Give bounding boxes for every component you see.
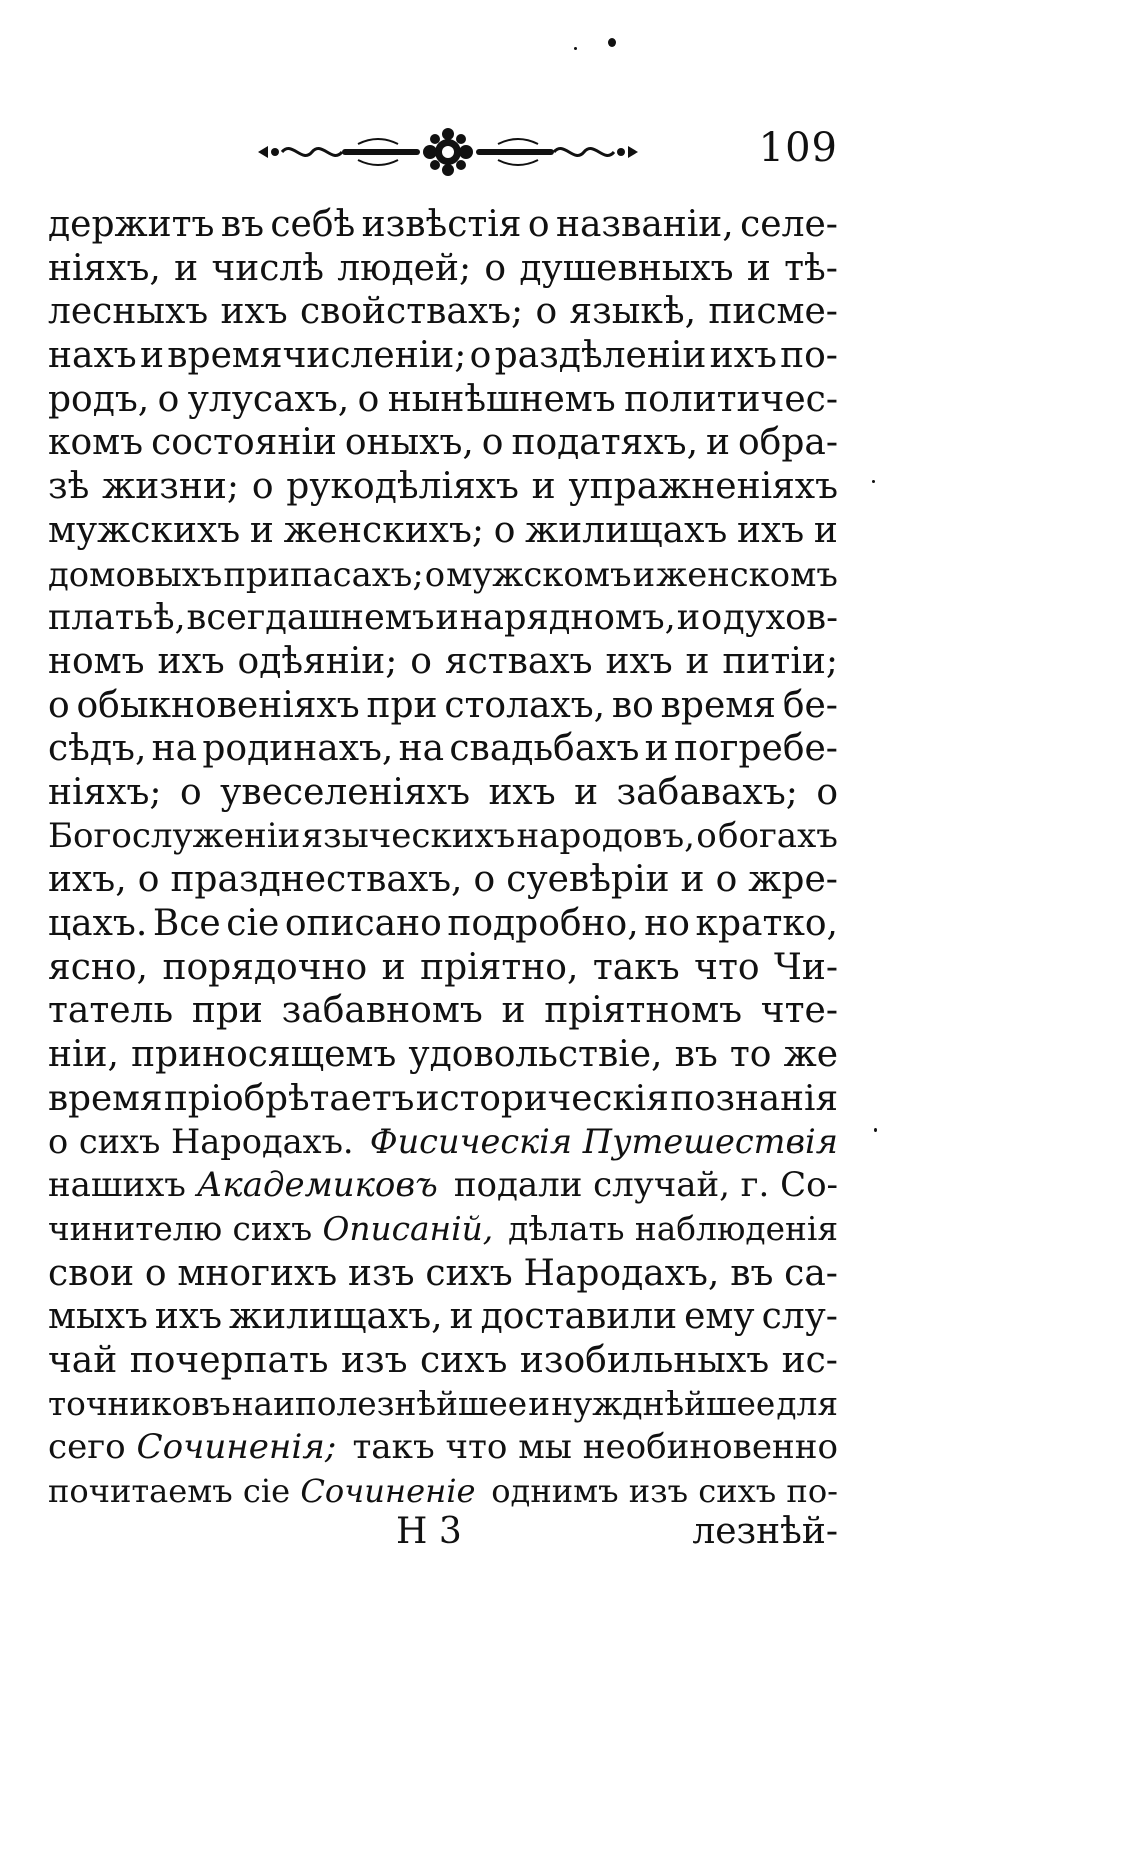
text-line: [48, 727, 838, 771]
word: извѣстія: [361, 204, 522, 245]
word: подробно,: [447, 903, 639, 944]
word: же: [783, 1034, 838, 1076]
word: одѣяніи;: [237, 640, 398, 682]
text-line: [48, 509, 838, 553]
word: цахъ.: [48, 903, 148, 944]
word: родинахъ,: [202, 728, 394, 770]
word: въ: [220, 204, 264, 245]
text-line: [48, 553, 838, 597]
word: числѣ: [211, 247, 324, 289]
word: изобильныхъ: [519, 1339, 770, 1381]
word: номъ: [48, 640, 145, 682]
word: въ: [730, 1252, 774, 1294]
word: забавахъ;: [616, 771, 798, 813]
word: улусахъ,: [187, 378, 350, 420]
word: татель: [48, 990, 174, 1032]
word: но: [644, 903, 690, 944]
word: празднествахъ,: [170, 859, 463, 901]
word: историческія: [415, 1077, 669, 1119]
word: о: [180, 771, 202, 813]
word: и: [528, 1384, 551, 1423]
word: что: [694, 946, 760, 988]
word: забавномъ: [281, 990, 483, 1032]
word: при: [366, 684, 438, 726]
word: приносящемъ: [131, 1034, 397, 1076]
word: душевныхъ: [519, 247, 734, 289]
word: для: [776, 1384, 838, 1423]
word: людей;: [337, 247, 472, 289]
word: жилищахъ: [525, 509, 728, 551]
word: точниковъ: [48, 1384, 231, 1423]
text-line: [48, 421, 838, 465]
word: всегдашнемъ: [186, 597, 435, 639]
word: оныхъ,: [344, 422, 474, 464]
word: родъ,: [48, 378, 150, 420]
text-line: [48, 989, 838, 1033]
word: о: [251, 466, 274, 508]
word: ихъ: [709, 335, 777, 377]
text-line: [48, 1383, 838, 1427]
word: жизни;: [102, 466, 240, 508]
word: языческихъ: [301, 815, 516, 856]
word: нужднѣйшее: [551, 1384, 776, 1423]
word: о: [816, 771, 838, 813]
word: тѣ-: [784, 247, 838, 289]
italic-title: Описаній,: [322, 1209, 494, 1248]
word: свойствахъ;: [299, 291, 524, 333]
text-line: [48, 946, 838, 990]
word: и: [746, 247, 771, 289]
word: сихъ: [420, 1339, 508, 1381]
text-line: [48, 640, 838, 684]
word: о: [700, 597, 723, 639]
word: ніяхъ,: [48, 247, 161, 289]
word: и: [813, 509, 838, 551]
word: ихъ: [220, 291, 288, 333]
word: и: [381, 946, 406, 988]
word: на: [398, 728, 445, 770]
word: яствахъ: [444, 640, 593, 682]
word: ясно,: [48, 946, 148, 988]
ink-speck: [608, 38, 616, 47]
word: ис-: [781, 1339, 838, 1381]
word: комъ: [48, 422, 144, 464]
word: политичес-: [624, 378, 838, 420]
word: кратко,: [695, 903, 838, 944]
text-run: подали случай, г. Со-: [443, 1165, 838, 1206]
word: нарядномъ,: [459, 597, 676, 639]
italic-title: Фисическія Путешествія: [369, 1122, 838, 1162]
word: пріятно,: [420, 946, 579, 988]
text-line: [48, 771, 838, 815]
word: названіи,: [555, 204, 734, 245]
word: о: [48, 684, 70, 726]
word: Все: [152, 903, 221, 944]
word: языкѣ,: [569, 291, 697, 333]
word: о: [473, 859, 496, 901]
word: зѣ: [48, 466, 90, 508]
text-line: [48, 1120, 838, 1164]
text-run: почитаемъ сіе: [48, 1471, 301, 1510]
word: мужскомъ: [446, 554, 632, 594]
word: о: [481, 422, 504, 464]
word: пріятномъ: [544, 990, 743, 1032]
text-line: [48, 1252, 838, 1296]
text-line: [48, 1339, 838, 1383]
word: то: [729, 1034, 772, 1076]
word: Народахъ,: [523, 1252, 720, 1294]
word: многихъ: [177, 1252, 338, 1294]
text-line: [48, 1208, 838, 1252]
word: чай: [48, 1339, 118, 1381]
word: ихъ: [737, 509, 805, 551]
word: о: [715, 859, 738, 901]
text-line: [48, 684, 838, 728]
word: нынѣшнемъ: [387, 378, 616, 420]
text-line: [48, 247, 838, 291]
word: богахъ: [717, 815, 838, 856]
word: женскихъ;: [283, 509, 485, 551]
word: о: [144, 1252, 167, 1294]
word: ихъ: [154, 1296, 223, 1338]
word: о: [527, 204, 550, 245]
word: изъ: [347, 1252, 415, 1294]
word: платьѣ,: [48, 597, 186, 639]
word: бе-: [782, 684, 838, 726]
word: сіе: [226, 903, 280, 944]
word: суевѣріи: [506, 859, 670, 901]
word: и: [574, 771, 599, 813]
word: ихъ,: [48, 859, 127, 901]
text-run: о сихъ Народахъ.: [48, 1122, 365, 1162]
word: и: [644, 728, 669, 770]
text-run: однимъ изъ сихъ по-: [481, 1471, 838, 1510]
word: о: [535, 291, 558, 333]
text-run: дѣлать наблюденія: [497, 1209, 838, 1248]
word: почерпать: [129, 1339, 329, 1381]
word: о: [137, 859, 160, 901]
text-run: такъ что мы необиновенно: [341, 1427, 838, 1468]
word: свадьбахъ: [449, 728, 640, 770]
word: селе-: [740, 204, 838, 245]
text-run: сего: [48, 1427, 137, 1468]
word: себѣ: [270, 204, 356, 245]
word: припасахъ;: [223, 554, 424, 594]
text-run: [48, 1208, 493, 1252]
word: рукодѣліяхъ: [286, 466, 519, 508]
italic-title: Академиковъ: [196, 1165, 438, 1206]
text-run: чинителю сихъ: [48, 1209, 323, 1248]
body-text: [48, 203, 838, 1514]
word: лесныхъ: [48, 291, 209, 333]
word: ніяхъ;: [48, 771, 162, 813]
word: о: [493, 509, 516, 551]
word: упражненіяхъ: [568, 466, 838, 508]
word: слу-: [761, 1296, 838, 1338]
word: держитъ: [48, 204, 215, 245]
word: нахъ: [48, 335, 137, 377]
word: и: [174, 247, 199, 289]
word: и: [706, 422, 730, 464]
ornamental-headpiece-icon: [258, 122, 638, 182]
ink-speck: [872, 480, 875, 483]
word: о: [410, 640, 432, 682]
word: обыкновеніяхъ: [76, 684, 360, 726]
text-line: [48, 203, 838, 247]
text-line: [48, 1470, 838, 1514]
word: и: [676, 597, 701, 639]
ink-speck: [574, 47, 577, 50]
text-line: [48, 465, 838, 509]
catchword: лезнѣй-: [692, 1511, 838, 1552]
word: о: [469, 335, 492, 377]
word: о: [357, 378, 380, 420]
word: на: [151, 728, 198, 770]
word: Богослуженіи: [48, 815, 301, 856]
word: о: [484, 247, 507, 289]
word: ему: [684, 1296, 755, 1338]
word: женскомъ: [656, 554, 838, 594]
word: и: [632, 554, 656, 594]
word: столахъ,: [444, 684, 606, 726]
word: свои: [48, 1252, 135, 1294]
word: и: [449, 1296, 474, 1338]
text-line: [48, 1077, 838, 1121]
word: доставили: [480, 1296, 678, 1338]
word: времячисленіи;: [167, 335, 467, 377]
text-run: [48, 1426, 336, 1470]
text-line: [48, 1033, 838, 1077]
word: порядочно: [162, 946, 368, 988]
word: народовъ,: [516, 815, 695, 856]
word: мужскихъ: [48, 509, 241, 551]
italic-title: Сочиненія;: [136, 1427, 337, 1468]
running-head: [258, 122, 838, 182]
word: удовольствіе,: [408, 1034, 663, 1076]
word: чте-: [760, 990, 838, 1032]
word: домовыхъ: [48, 554, 223, 594]
word: питіи;: [722, 640, 838, 682]
page-footer: [48, 1510, 838, 1554]
word: состояніи: [151, 422, 337, 464]
word: податяхъ,: [511, 422, 699, 464]
text-line: [48, 334, 838, 378]
text-line: [48, 290, 838, 334]
word: раздѣленіи: [494, 335, 707, 377]
word: духов-: [722, 597, 838, 639]
word: ихъ: [605, 640, 673, 682]
word: са-: [784, 1252, 838, 1294]
word: сѣдъ,: [48, 728, 147, 770]
text-run: [48, 1470, 476, 1514]
word: и: [501, 990, 526, 1032]
text-line: [48, 596, 838, 640]
word: во: [611, 684, 654, 726]
word: такъ: [592, 946, 680, 988]
word: мыхъ: [48, 1296, 148, 1338]
word: ихъ: [157, 640, 225, 682]
text-line: [48, 1295, 838, 1339]
text-run: нашихъ: [48, 1165, 197, 1206]
text-run: [48, 1164, 438, 1208]
word: писме-: [708, 291, 838, 333]
word: изъ: [341, 1339, 408, 1381]
word: о: [157, 378, 180, 420]
word: жре-: [748, 859, 838, 901]
word: погребе-: [673, 728, 838, 770]
text-line: [48, 815, 838, 859]
word: ніи,: [48, 1034, 119, 1076]
word: ихъ: [488, 771, 556, 813]
word: и: [435, 597, 459, 639]
word: пріобрѣтаетъ: [163, 1077, 415, 1119]
text-line: [48, 858, 838, 902]
page-number: 109: [758, 125, 838, 171]
text-line: [48, 1164, 838, 1208]
word: и: [685, 640, 710, 682]
word: обра-: [737, 422, 838, 464]
word: и: [249, 509, 274, 551]
word: о: [696, 815, 717, 856]
ink-speck: [874, 1128, 877, 1132]
word: познанія: [670, 1077, 838, 1119]
word: при: [191, 990, 263, 1032]
word: и: [139, 335, 164, 377]
word: сихъ: [425, 1252, 513, 1294]
word: Чи-: [774, 946, 838, 988]
italic-title: Сочиненіе: [300, 1471, 476, 1510]
signature-mark: Н 3: [396, 1511, 462, 1552]
text-line: [48, 902, 838, 946]
word: въ: [674, 1034, 718, 1076]
text-line: [48, 378, 838, 422]
word: описано: [284, 903, 442, 944]
word: время: [48, 1077, 163, 1119]
text-line: [48, 1426, 838, 1470]
word: увеселеніяхъ: [220, 771, 470, 813]
word: по-: [780, 335, 838, 377]
word: наиполезнѣйшее: [231, 1384, 528, 1423]
word: и: [531, 466, 556, 508]
word: о: [424, 554, 446, 594]
word: и: [680, 859, 705, 901]
word: время: [660, 684, 776, 726]
word: жилищахъ,: [229, 1296, 443, 1338]
